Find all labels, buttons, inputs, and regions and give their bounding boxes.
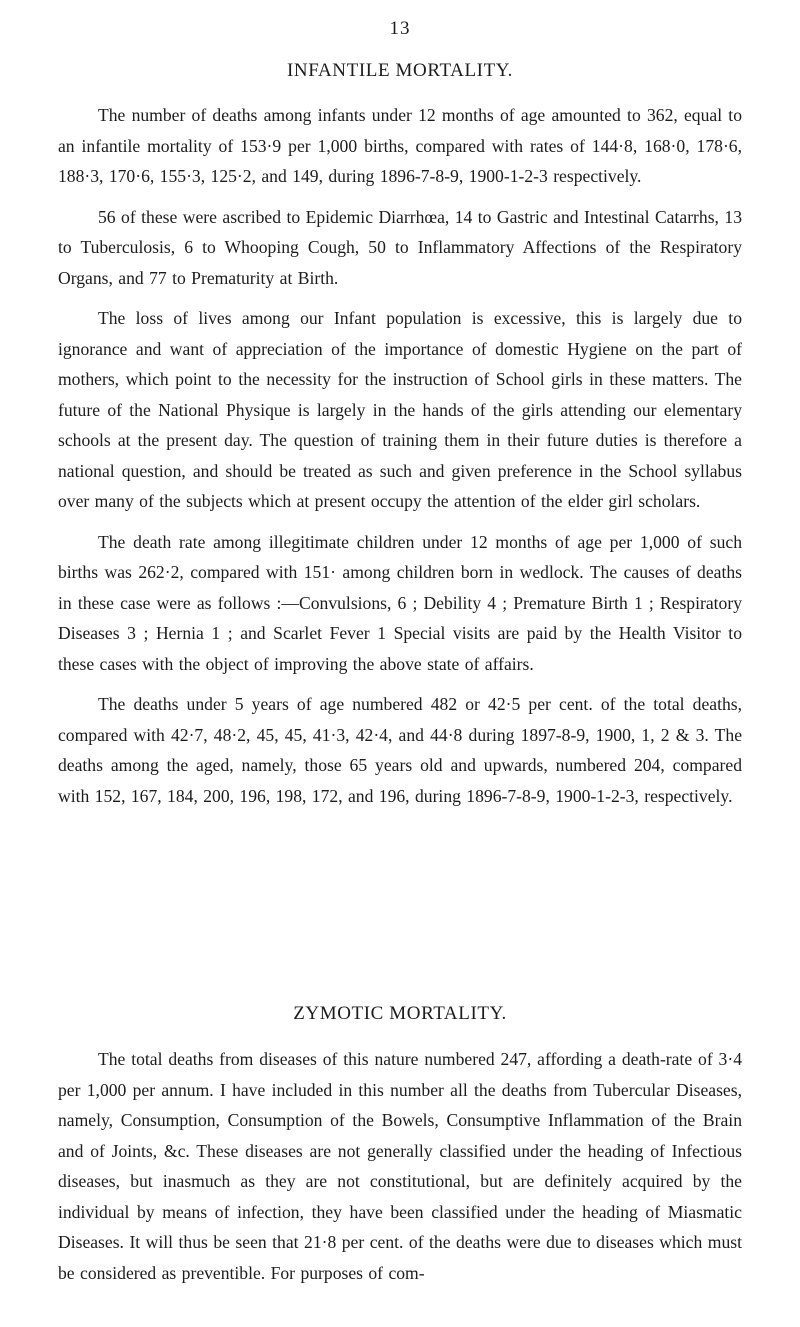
page-number: 13 [389,18,411,39]
paragraph: The number of deaths among infants under 12 months of age amounted to 362, equal to an infantile mortality of 153·9 per 1,000 births, compared with rates of 144·8, 168·0, 178·6, 188·3, 170·6, 155·3, 125·2, and 149, during 1896-7-8-9, 1900-1-2-3 respectively. [58,105,742,186]
paragraph: The total deaths from diseases of this nature numbered 247, affording a death-rate of 3·4 per 1,000 per annum. I have included in this number all the deaths from Tubercular Diseases, namely, Consumption, Consumption of the Bowels, Consumptive Inflammation of the Brain and of Joints, &c. These diseases are not generally classified under the heading of Infectious diseases, but inasmuch as they are not constitutional, but are definitely acquired by the individual by means of infection, they have been classified under the heading of Miasmatic Diseases. It will thus be seen that 21·8 per cent. of the deaths were due to diseases which must be considered as preventible. For purposes of com- [58,1049,742,1283]
paragraph: 56 of these were ascribed to Epidemic Diarrhœa, 14 to Gastric and Intestinal Catarrhs, 13 to Tuberculosis, 6 to Whooping Cough, 50 to Inflammatory Affections of the Respiratory Organs, and 77 to Prematurity at Birth. [58,206,742,288]
section-heading-zymotic-mortality: ZYMOTIC MORTALITY. [293,1003,507,1024]
section-body-infantile-mortality [58,100,742,821]
paragraph: The loss of lives among our Infant population is excessive, this is largely due to ignorance and want of appreciation of the importance of domestic Hygiene on the part of mothers, which point to the necessity for the instruction of School girls in these matters. The future of the National Physique is largely in the hands of the girls attending our elementary schools at the present day. The question of training them in their future duties is therefore a national question, and should be treated as such and given preference in the School syllabus over many of the subjects which at present occupy the attention of the elder girl scholars. [58,308,742,511]
section-heading-infantile-mortality: INFANTILE MORTALITY. [286,60,514,81]
section-body-zymotic-mortality [58,1044,742,1298]
paragraph: The death rate among illegitimate children under 12 months of age per 1,000 of such births was 262·2, compared with 151· among children born in wedlock. The causes of deaths in these case were as follows :—Convulsions, 6 ; Debility 4 ; Premature Birth 1 ; Respiratory Diseases 3 ; Hernia 1 ; and Scarlet Fever 1 Special visits are paid by the Health Visitor to these cases with the object of improving the above state of affairs. [58,531,742,674]
paragraph: The deaths under 5 years of age numbered 482 or 42·5 per cent. of the total deaths, compared with 42·7, 48·2, 45, 45, 41·3, 42·4, and 44·8 during 1897-8-9, 1900, 1, 2 & 3. The deaths among the aged, namely, those 65 years old and upwards, numbered 204, compared with 152, 167, 184, 200, 196, 198, 172, and 196, during 1896-7-8-9, 1900-1-2-3, respectively. [58,694,742,806]
